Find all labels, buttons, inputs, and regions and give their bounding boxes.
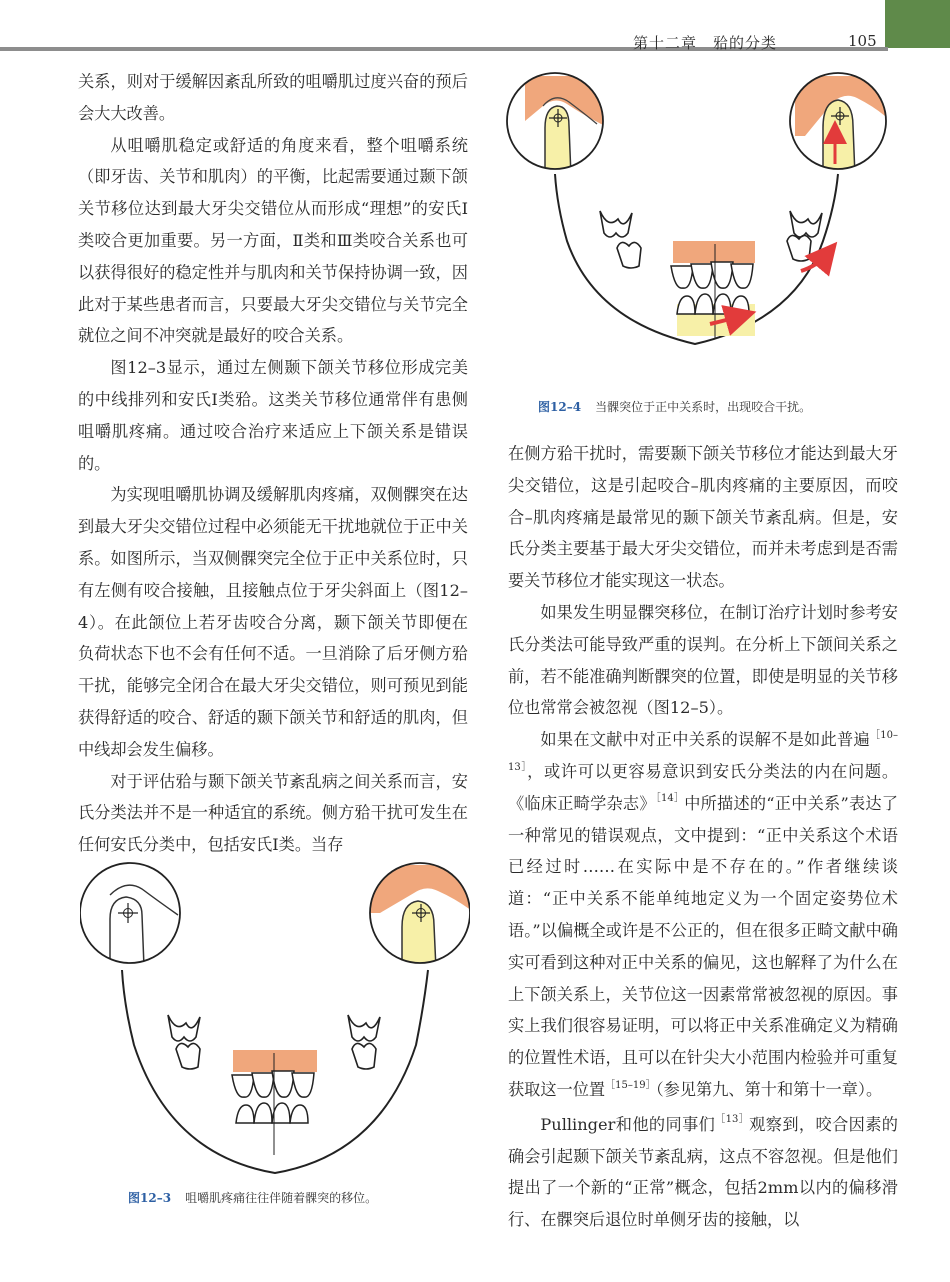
figure-caption-text: 当髁突位于正中关系时，出现咬合干扰。 — [595, 400, 812, 414]
figure-12-4-illustration — [505, 66, 895, 366]
right-tmj-inset — [795, 76, 885, 176]
citation: ［10–13］ — [508, 729, 899, 773]
left-tmj-inset — [110, 885, 178, 967]
paragraph: 图12–3显示，通过左侧颞下颌关节移位形成完美的中线排列和安氏Ⅰ类𬌗。这类关节移位通常伴有患侧咀嚼肌疼痛。通过咬合治疗来适应上下颌关系是错误的。 — [78, 358, 468, 473]
paragraph-text: （参见第九、第十和第十一章）。 — [655, 1079, 883, 1099]
paragraph-text: 如果在文献中对正中关系的误解不是如此普遍 — [540, 730, 870, 750]
paragraph-text: 观察到，咬合因素的确会引起颞下颌关节紊乱病，这点不容忽视。但是他们提出了一个新的“正常”概念，包括2mm以内的偏移滑行、在髁突后退位时单侧牙齿的接触，以 — [508, 1114, 898, 1230]
paragraph: 关系，则对于缓解因紊乱所致的咀嚼肌过度兴奋的预后会大大改善。 — [78, 72, 468, 123]
paragraph: 为实现咀嚼肌协调及缓解肌肉疼痛，双侧髁突在达到最大牙尖交错位过程中必须能无干扰地就位于正中关系。如图所示，当双侧髁突完全位于正中关系位时，只有左侧有咬合接触，且接触点位于牙尖斜面上（图12–4）。在此颌位上若牙齿咬合分离，颞下颌关节即便在负荷状态下也不会有任何不适。一旦消除了后牙侧方𬌗干扰，能够完全闭合在最大牙尖交错位，则可预见到能获得舒适的咬合、舒适的颞下颌关节和舒适的肌肉，但中线却会发生偏移。 — [78, 485, 468, 759]
paragraph: 对于评估𬌗与颞下颌关节紊乱病之间关系而言，安氏分类法并不是一种适宜的系统。侧方𬌗干扰可发生在任何安氏分类中，包括安氏Ⅰ类。当存 — [78, 771, 468, 855]
figure-12-3 — [80, 855, 470, 1185]
citation: ［15–19］ — [605, 1079, 656, 1091]
paragraph — [508, 724, 898, 1106]
figure-12-4 — [505, 66, 895, 366]
citation: ［14］ — [655, 793, 685, 805]
citation: ［13］ — [715, 1114, 750, 1126]
left-column — [78, 66, 468, 861]
paragraph — [508, 1109, 898, 1236]
chapter-color-tab — [885, 0, 950, 48]
figure-12-3-caption — [128, 1189, 377, 1206]
paragraph-text: 中所描述的“正中关系”表达了一种常见的错误观点，文中提到：“正中关系这个术语已经过时……在实际中是不存在的。”作者继续谈道：“正中关系不能单纯地定义为一个固定姿势位术语。”以偏概全或许是不公正的，但在很多正畸文献中确实可看到这种对正中关系的偏见，这也解释了为什么在上下颌关系上，关节位这一因素常常被忽视的原因。事实上我们很容易证明，可以将正中关系准确定义为精确的位置性术语，且可以在针尖大小范围内检验并可重复获取这一位置 — [508, 793, 898, 1099]
paragraph: 在侧方𬌗干扰时，需要颞下颌关节移位才能达到最大牙尖交错位，这是引起咬合–肌肉疼痛的主要原因，而咬合–肌肉疼痛是最常见的颞下颌关节紊乱病。但是，安氏分类主要基于最大牙尖交错位，而并未考虑到是否需要关节移位才能实现这一状态。 — [508, 444, 898, 591]
right-column — [508, 438, 898, 1236]
paragraph-text: ，或许可以更容易意识到安氏分类法的内在问题。《临床正畸学杂志》 — [508, 761, 899, 813]
paragraph-text: Pullinger和他的同事们 — [540, 1114, 716, 1134]
paragraph: 如果发生明显髁突移位，在制订治疗计划时参考安氏分类法可能导致严重的误判。在分析上下颌间关系之前，若不能准确判断髁突的位置，即使是明显的关节移位也常常会被忽视（图12–5）。 — [508, 602, 898, 718]
running-header: 第十二章 𬌗的分类 — [633, 34, 778, 52]
figure-label: 图12–3 — [128, 1191, 172, 1205]
figure-12-3-illustration — [80, 855, 470, 1185]
figure-caption-text: 咀嚼肌疼痛往往伴随着髁突的移位。 — [185, 1191, 378, 1205]
page-number: 105 — [848, 32, 877, 50]
paragraph: 从咀嚼肌稳定或舒适的角度来看，整个咀嚼系统（即牙齿、关节和肌肉）的平衡，比起需要通过颞下颌关节移位达到最大牙尖交错位从而形成“理想”的安氏Ⅰ类咬合更加重要。另一方面，Ⅱ类和Ⅲ类咬合关系也可以获得很好的稳定性并与肌肉和关节保持协调一致，因此对于某些患者而言，只要最大牙尖交错位与关节完全就位之间不冲突就是最好的咬合关系。 — [78, 135, 468, 346]
figure-label: 图12–4 — [538, 400, 582, 414]
figure-12-4-caption — [538, 398, 811, 415]
